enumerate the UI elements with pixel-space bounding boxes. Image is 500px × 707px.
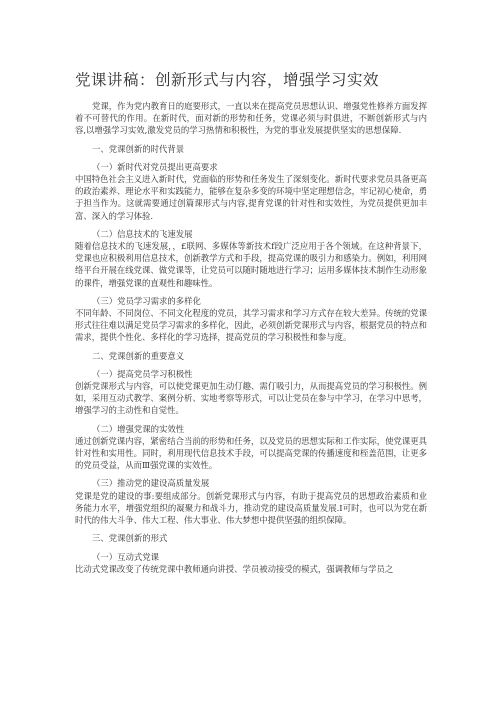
subsection-heading: （一）互动式党课 <box>92 551 159 562</box>
document-body <box>75 100 427 575</box>
subsection-heading: （一）提高党员学习积极性 <box>92 368 193 379</box>
section-heading: 三、党课创新的形式 <box>92 533 168 544</box>
subsection-heading: （三）党员学习需求的多样化 <box>92 295 201 306</box>
subsection-heading: （二）增强党课的实效性 <box>92 423 185 434</box>
intro-paragraph: 党课，作为党内教育日的庭要形式，一直以来在提高党员思想认识、增强党性修养方面发挥着不可替代的作用。在新时代，面对新的形势和任务，党课必须与时俱进，不断创新形式与内容,以增强学习实效,激发党员的学习热情和积极性，为党的事业发展提供坚实的思想保障. <box>75 101 427 136</box>
page-title: 党课讲稿：创新形式与内容，增强学习实效 <box>75 71 380 89</box>
section-heading: 一、党课创新的时代背景 <box>92 143 185 154</box>
body-paragraph: 党课是党的建设的事:要组成部分。创新党课形式与内容，有助于提高党员的思想政治素质和业务能力水平，增强党组织的凝聚力和战斗力，推动党的建设高质量发展.I可时，也可以为党在新时代的伟大斗争、伟大工程、伟大事业、伟大梦想中提供坚强的组织保障。 <box>75 490 427 526</box>
body-paragraph: 中国特色社会主义进入新时代，党面临的形势和任务发生了深刻变化。新时代要求党员具备更高的政治素养、理论水平和实践能力，能够在复杂多变的环境中坚定理想信念，牢记初心使命，勇于担当作为。这就需要通过创篇课形式与内容,提育党课的针对性和实效性，为党员提供更加丰富、深入的学习体验. <box>75 174 427 221</box>
subsection-heading: （三）推动党的建设高质量发展 <box>92 478 210 489</box>
subsection-heading: （二）信息技术的飞速发展 <box>92 228 193 239</box>
body-paragraph: 通过创新党课内容，紧密结合当前的形势和任务，以及党员的思想实际和工作实际，使党课更具针对性和实用性。同时，利用现代信息技术手段，可以提高党课的传播速度和桎盖范围，让更多的党员受益，从而Ⅲ强党课的实效性。 <box>75 435 427 471</box>
section-heading: 二、党课创新的重要意义 <box>92 350 185 361</box>
body-paragraph: 创新党课形式与内容，可以使党课更加生动仃趣、需仃吸引力，从而提高党员的学习积极性。例如，采用互动式教学、案例分析、实地考察等形式，可以让党员在参与中学习，在学习中思考，增强学习的主动性和自觉性。 <box>75 381 427 416</box>
body-paragraph: 随着信息技术的飞速发展，，£联网、多媒体等新技术f段广泛应用于各个领域。在这种背景下，党课也应积极利用信息技术，创新教学方式和手段，提高党课的吸引力和感染力。例如，利用网络平台开展在线党课、做党课等，让党员可以随时随地进行学习；运用多媒体技术制作生动形象的课件，增强党课的直观性和趣味性。 <box>75 241 427 288</box>
subsection-heading: （一）新时代对党员提出更高要求 <box>92 161 218 172</box>
body-paragraph: 比动式党课改变了传统党课中教师通向讲授、学员被动接受的模式，强调教师与学员之 <box>75 563 394 574</box>
body-paragraph: 不同年龄、不同岗位、不同文化程度的党员，其学习需求和学习方式存在较大差异。传统的党课形式往往难以满足党员学习需求的多样化，因此，必须创新党课形式与内容，根据党员的特点和需求，提供个性化、多样化的学习选择，提高党员的学习积极性和参与度。 <box>75 308 427 343</box>
